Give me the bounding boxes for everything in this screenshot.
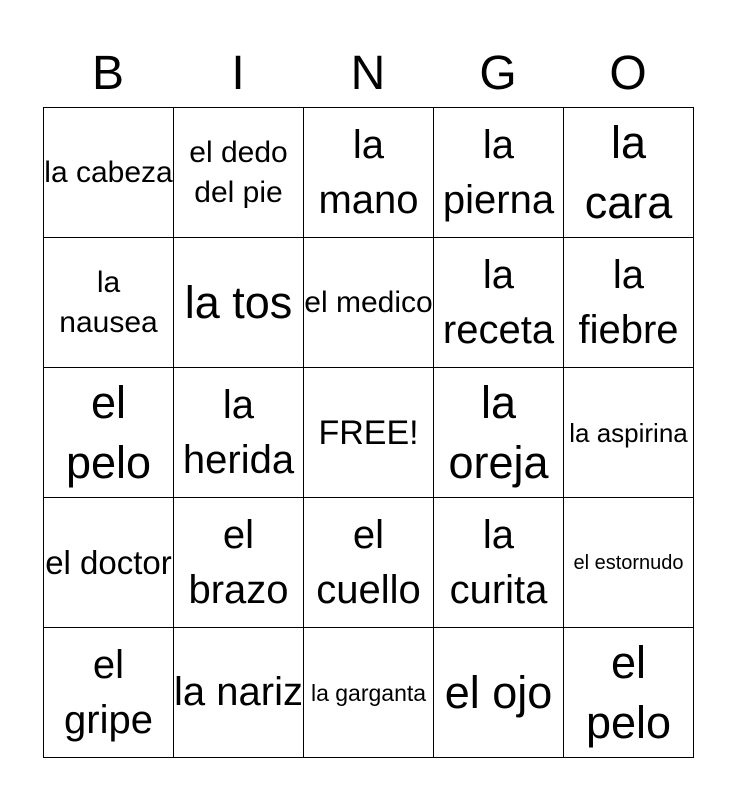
bingo-cell[interactable] [174, 108, 304, 238]
cell-label: la nausea [59, 265, 158, 339]
bingo-cell[interactable] [564, 628, 694, 758]
cell-label: FREE! [318, 413, 419, 452]
cell-label: el gripe [64, 642, 153, 742]
cell-label: el dedo del pie [189, 135, 288, 209]
cell-label: la aspirina [569, 417, 688, 448]
cell-label: el ojo [444, 666, 553, 718]
header-letter-g: G [479, 47, 517, 100]
free-space[interactable] [304, 368, 434, 498]
bingo-cell[interactable] [304, 238, 434, 368]
bingo-cell[interactable] [434, 498, 564, 628]
bingo-cell[interactable] [174, 238, 304, 368]
header-letter-o: O [609, 47, 647, 100]
header-letter-i: I [231, 47, 245, 100]
board-row [44, 368, 694, 498]
cell-label: el pelo [585, 636, 672, 748]
header-letter-n: N [350, 47, 386, 100]
bingo-cell[interactable] [304, 108, 434, 238]
cell-label: la nariz [174, 670, 303, 714]
cell-label: la curita [449, 512, 548, 612]
bingo-cell[interactable] [564, 108, 694, 238]
bingo-cell[interactable] [434, 108, 564, 238]
cell-label: la cara [584, 116, 673, 228]
cell-label: el doctor [45, 544, 172, 581]
cell-label: el pelo [65, 376, 152, 488]
cell-label: el cuello [316, 512, 421, 612]
bingo-cell[interactable] [174, 628, 304, 758]
bingo-cell[interactable] [44, 108, 174, 238]
bingo-cell[interactable] [564, 368, 694, 498]
cell-label: la cabeza [44, 155, 173, 189]
board-row [44, 108, 694, 238]
cell-label: la herida [182, 382, 295, 482]
cell-label: el brazo [188, 512, 289, 612]
cell-label: el medico [304, 285, 433, 319]
cell-label: la mano [318, 122, 419, 222]
cell-label: la oreja [448, 376, 549, 488]
board-row [44, 498, 694, 628]
cell-label: la receta [442, 252, 555, 352]
board-row [44, 628, 694, 758]
cell-label: el estornudo [573, 551, 684, 574]
header-letter-b: B [91, 47, 124, 100]
bingo-cell[interactable] [434, 238, 564, 368]
bingo-board [43, 107, 694, 758]
bingo-cell[interactable] [174, 498, 304, 628]
cell-label: la tos [184, 276, 293, 328]
bingo-cell[interactable] [564, 498, 694, 628]
bingo-cell[interactable] [304, 498, 434, 628]
cell-label: la fiebre [578, 252, 679, 352]
bingo-cell[interactable] [174, 368, 304, 498]
bingo-cell[interactable] [434, 628, 564, 758]
bingo-cell[interactable] [434, 368, 564, 498]
cell-label: la pierna [442, 122, 555, 222]
bingo-cell[interactable] [304, 628, 434, 758]
board-row [44, 238, 694, 368]
bingo-cell[interactable] [564, 238, 694, 368]
bingo-cell[interactable] [44, 628, 174, 758]
bingo-cell[interactable] [44, 368, 174, 498]
cell-label: la garganta [310, 679, 427, 706]
bingo-cell[interactable] [44, 238, 174, 368]
bingo-header [43, 44, 693, 104]
bingo-cell[interactable] [44, 498, 174, 628]
